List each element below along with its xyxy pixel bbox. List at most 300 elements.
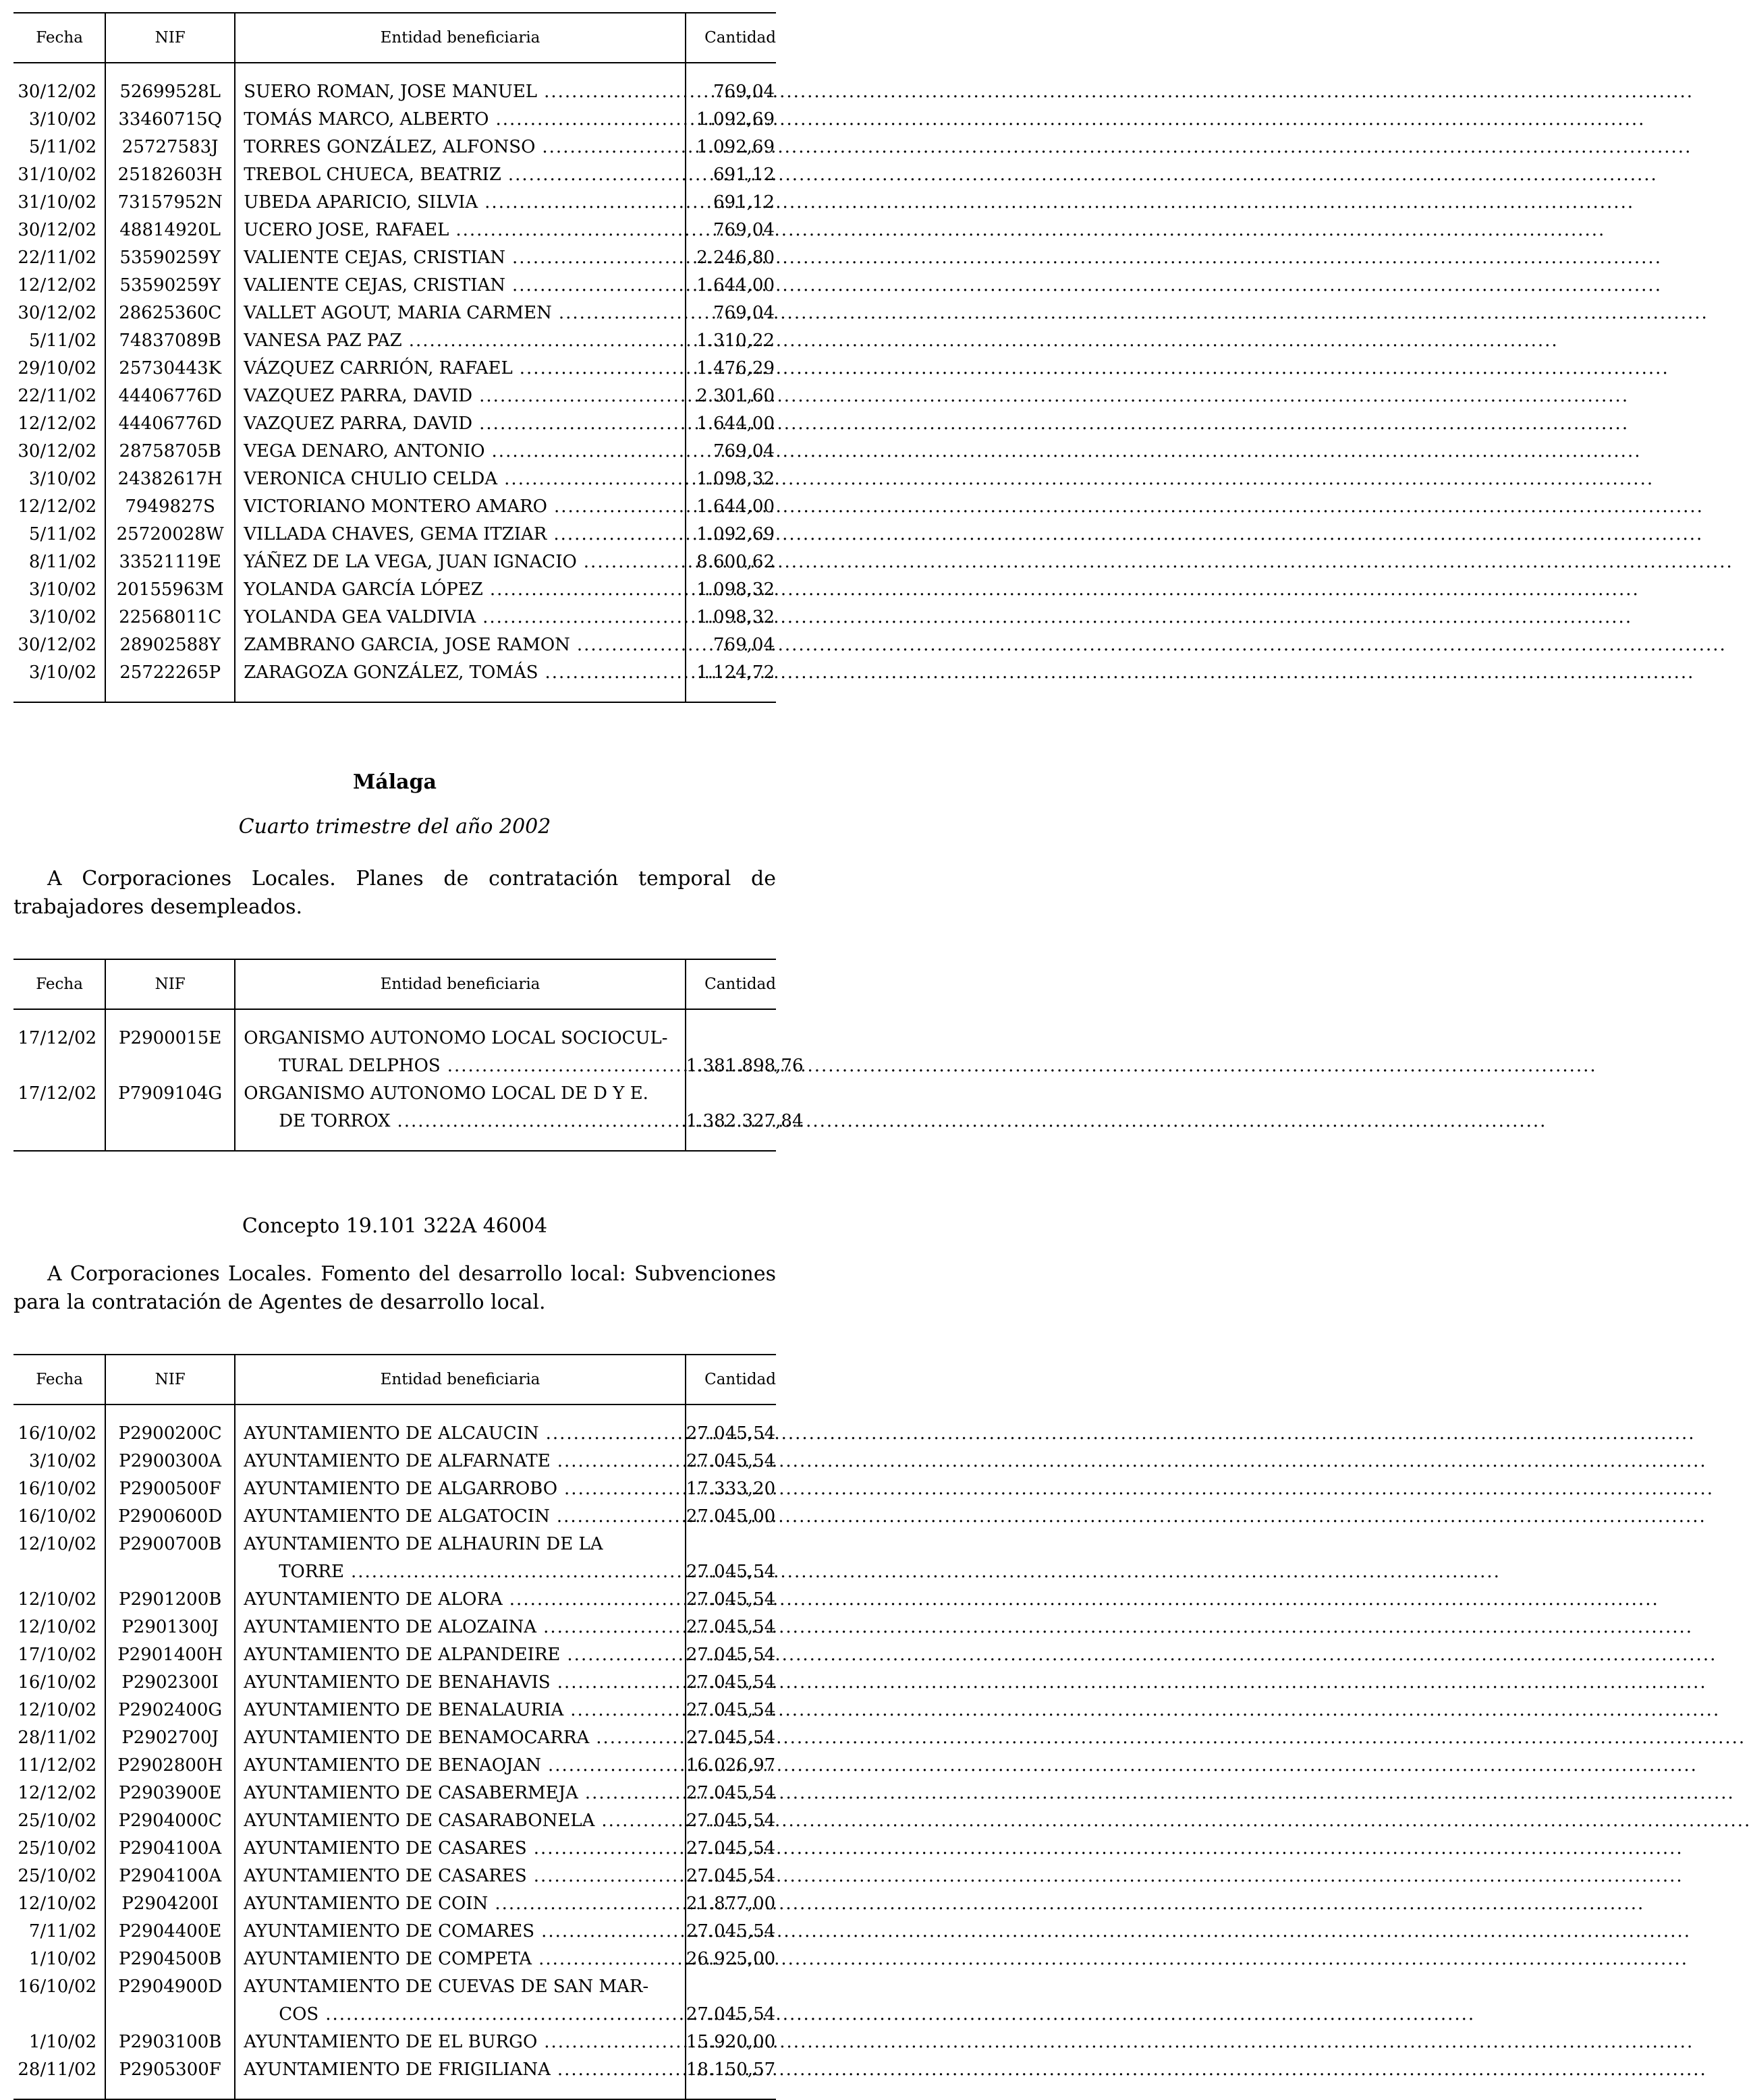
cell-fecha: 16/10/02 bbox=[18, 1977, 97, 1997]
entidad-line-2 bbox=[244, 2001, 677, 2028]
table-header bbox=[13, 959, 776, 1009]
entidad-line bbox=[244, 659, 677, 687]
entidad-wrapped bbox=[244, 1531, 677, 1586]
entidad-line-2-text: TURAL DELPHOS bbox=[279, 1056, 441, 1076]
cell-nif: 7949827S bbox=[105, 493, 235, 521]
header-nif: NIF bbox=[105, 13, 235, 63]
cell-entidad bbox=[235, 1448, 686, 1475]
cell-fecha: 8/11/02 bbox=[28, 552, 97, 572]
cell-entidad bbox=[235, 272, 686, 300]
entidad-text: AYUNTAMIENTO DE COMARES bbox=[244, 1921, 535, 1941]
entidad-text: AYUNTAMIENTO DE CASABERMEJA bbox=[244, 1783, 578, 1803]
dot-leader bbox=[397, 1108, 1547, 1135]
cell-cantidad: 27.045,54 bbox=[686, 1724, 776, 1752]
entidad-text: VERONICA CHULIO CELDA bbox=[244, 469, 498, 489]
entidad-text: AYUNTAMIENTO DE ALPANDEIRE bbox=[244, 1645, 561, 1665]
cell-cantidad: 27.045,54 bbox=[686, 1918, 776, 1946]
cell-fecha: 30/12/02 bbox=[18, 220, 97, 240]
cell-entidad bbox=[235, 1697, 686, 1724]
cell-entidad bbox=[235, 2028, 686, 2056]
cell-entidad bbox=[235, 1973, 686, 2028]
cell-nif: P2900200C bbox=[105, 1420, 235, 1448]
cell-cantidad: 27.045,54 bbox=[686, 1641, 776, 1669]
entidad-text: AYUNTAMIENTO DE COMPETA bbox=[244, 1949, 532, 1969]
cell-cantidad: 769,04 bbox=[686, 300, 776, 327]
cell-entidad bbox=[235, 244, 686, 272]
entidad-text: YOLANDA GARCÍA LÓPEZ bbox=[244, 579, 483, 600]
cell-cantidad: 27.045,54 bbox=[686, 1669, 776, 1697]
spacer-cell bbox=[105, 1009, 235, 1025]
table-row bbox=[13, 1669, 776, 1697]
spacer-cell bbox=[686, 63, 776, 78]
cell-nif: P2901300J bbox=[105, 1614, 235, 1641]
cell-cantidad: 27.045,00 bbox=[686, 1503, 776, 1531]
cell-fecha: 3/10/02 bbox=[28, 662, 97, 683]
entidad-line-1: AYUNTAMIENTO DE CUEVAS DE SAN MAR- bbox=[244, 1977, 649, 1997]
cell-fecha: 5/11/02 bbox=[28, 137, 97, 157]
table-row bbox=[13, 2056, 776, 2084]
entidad-text: AYUNTAMIENTO DE CASARABONELA bbox=[244, 1811, 595, 1831]
entidad-text: VALLET AGOUT, MARIA CARMEN bbox=[244, 303, 552, 323]
section-title-concepto: Concepto 19.101 322A 46004 bbox=[242, 1214, 548, 1238]
cell-cantidad: 1.644,00 bbox=[686, 272, 776, 300]
entidad-text: TREBOL CHUECA, BEATRIZ bbox=[244, 165, 501, 185]
entidad-line bbox=[244, 548, 677, 576]
entidad-line bbox=[244, 1752, 677, 1780]
cell-entidad bbox=[235, 1080, 686, 1135]
header-entidad: Entidad beneficiaria bbox=[235, 13, 686, 63]
cell-entidad bbox=[235, 1420, 686, 1448]
beneficiaries-table-3 bbox=[13, 1354, 776, 2100]
table-row bbox=[13, 1918, 776, 1946]
entidad-text: AYUNTAMIENTO DE FRIGILIANA bbox=[244, 2060, 551, 2080]
cell-nif: 33460715Q bbox=[105, 106, 235, 134]
cell-entidad bbox=[235, 1586, 686, 1614]
entidad-line bbox=[244, 1641, 677, 1669]
entidad-line bbox=[244, 244, 677, 272]
cell-fecha: 30/12/02 bbox=[18, 441, 97, 461]
cell-nif: P2903100B bbox=[105, 2028, 235, 2056]
cell-cantidad: 769,04 bbox=[686, 631, 776, 659]
entidad-line bbox=[244, 1503, 677, 1531]
table2-body bbox=[13, 1009, 804, 1151]
cell-entidad bbox=[235, 1724, 686, 1752]
header-cantidad: Cantidad bbox=[686, 13, 776, 63]
cell-fecha: 1/10/02 bbox=[28, 2032, 97, 2052]
spacer-row bbox=[13, 1404, 776, 1420]
entidad-line bbox=[244, 576, 677, 604]
cell-entidad bbox=[235, 631, 686, 659]
spacer-cell bbox=[686, 1404, 776, 1420]
spacer-cell bbox=[13, 1404, 105, 1420]
entidad-text: AYUNTAMIENTO DE ALCAUCIN bbox=[244, 1423, 539, 1444]
table-header bbox=[13, 1355, 776, 1404]
entidad-text: AYUNTAMIENTO DE ALOZAINA bbox=[244, 1617, 537, 1637]
cell-cantidad: 1.476,29 bbox=[686, 355, 776, 382]
table-row bbox=[13, 1531, 776, 1586]
spacer-cell bbox=[686, 1135, 776, 1151]
table-row bbox=[13, 1080, 776, 1135]
spacer-cell bbox=[235, 1135, 686, 1151]
cell-entidad bbox=[235, 1835, 686, 1863]
cell-fecha: 25/10/02 bbox=[18, 1838, 97, 1858]
cell-nif: 28758705B bbox=[105, 438, 235, 465]
cell-fecha: 16/10/02 bbox=[18, 1506, 97, 1527]
dot-leader bbox=[447, 1052, 1597, 1080]
cell-entidad bbox=[235, 548, 686, 576]
cell-cantidad: 27.045,54 bbox=[686, 1807, 776, 1835]
table-row bbox=[13, 1752, 776, 1780]
table-row bbox=[13, 1641, 776, 1669]
entidad-text: UCERO JOSE, RAFAEL bbox=[244, 220, 449, 240]
cell-fecha: 3/10/02 bbox=[28, 109, 97, 130]
spacer-cell bbox=[105, 687, 235, 702]
entidad-text: YOLANDA GEA VALDIVIA bbox=[244, 607, 476, 627]
beneficiaries-table-2 bbox=[13, 959, 804, 1152]
header-entidad: Entidad beneficiaria bbox=[235, 1355, 686, 1404]
cell-nif: P2904400E bbox=[105, 1918, 235, 1946]
entidad-wrapped bbox=[244, 1025, 677, 1080]
entidad-text: ZARAGOZA GONZÁLEZ, TOMÁS bbox=[244, 662, 538, 683]
entidad-text: AYUNTAMIENTO DE ALFARNATE bbox=[244, 1451, 551, 1471]
spacer-cell bbox=[105, 1135, 235, 1151]
cell-cantidad: 27.045,54 bbox=[686, 1780, 776, 1807]
dot-leader bbox=[455, 217, 1605, 244]
cell-cantidad: 1.098,32 bbox=[686, 604, 776, 631]
dot-leader bbox=[492, 438, 1642, 465]
entidad-line bbox=[244, 493, 677, 521]
cell-cantidad: 769,04 bbox=[686, 438, 776, 465]
entidad-line-2 bbox=[244, 1108, 677, 1135]
entidad-line bbox=[244, 1946, 677, 1973]
dot-leader bbox=[351, 1558, 1501, 1586]
cell-nif: P2900600D bbox=[105, 1503, 235, 1531]
beneficiaries-table-1 bbox=[13, 12, 776, 703]
entidad-line bbox=[244, 1863, 677, 1890]
cell-entidad bbox=[235, 410, 686, 438]
cell-cantidad: 2.301,60 bbox=[686, 382, 776, 410]
cell-entidad bbox=[235, 327, 686, 355]
entidad-text: TORRES GONZÁLEZ, ALFONSO bbox=[244, 137, 536, 157]
cell-fecha: 3/10/02 bbox=[28, 1451, 97, 1471]
entidad-line bbox=[244, 272, 677, 300]
cell-cantidad: 1.644,00 bbox=[686, 410, 776, 438]
dot-leader bbox=[508, 161, 1658, 189]
cell-cantidad: 27.045,54 bbox=[686, 1973, 776, 2028]
table-row bbox=[13, 189, 776, 217]
cell-entidad bbox=[235, 604, 686, 631]
entidad-line bbox=[244, 1918, 677, 1946]
cell-nif: P2904500B bbox=[105, 1946, 235, 1973]
cell-entidad bbox=[235, 438, 686, 465]
table-row bbox=[13, 1697, 776, 1724]
cell-cantidad: 1.092,69 bbox=[686, 521, 776, 548]
entidad-line bbox=[244, 410, 677, 438]
cell-nif: P2900700B bbox=[105, 1531, 235, 1586]
cell-fecha: 12/10/02 bbox=[18, 1534, 97, 1554]
cell-entidad bbox=[235, 2056, 686, 2084]
cell-cantidad: 1.124,72 bbox=[686, 659, 776, 687]
entidad-text: TOMÁS MARCO, ALBERTO bbox=[244, 109, 489, 130]
spacer-cell bbox=[235, 2084, 686, 2099]
cell-nif: 74837089B bbox=[105, 327, 235, 355]
cell-nif: P2904000C bbox=[105, 1807, 235, 1835]
section-paragraph-malaga: A Corporaciones Locales. Planes de contratación temporal de trabajadores desempleados. bbox=[13, 867, 776, 919]
table1-body bbox=[13, 63, 776, 702]
entidad-line bbox=[244, 134, 677, 161]
cell-fecha: 3/10/02 bbox=[28, 607, 97, 627]
cell-entidad bbox=[235, 78, 686, 106]
spacer-cell bbox=[686, 2084, 776, 2099]
entidad-text: VILLADA CHAVES, GEMA ITZIAR bbox=[244, 524, 547, 544]
spacer-cell bbox=[13, 1135, 105, 1151]
header-fecha: Fecha bbox=[13, 1355, 105, 1404]
cell-cantidad: 27.045,54 bbox=[686, 1420, 776, 1448]
cell-nif: P2900300A bbox=[105, 1448, 235, 1475]
table-row bbox=[13, 1503, 776, 1531]
cell-cantidad: 769,04 bbox=[686, 217, 776, 244]
dot-leader bbox=[484, 189, 1634, 217]
table-row bbox=[13, 327, 776, 355]
header-cantidad: Cantidad bbox=[686, 959, 776, 1009]
spacer-cell bbox=[105, 2084, 235, 2099]
spacer-cell bbox=[13, 2084, 105, 2099]
cell-nif: P2902800H bbox=[105, 1752, 235, 1780]
cell-entidad bbox=[235, 161, 686, 189]
cell-nif: 52699528L bbox=[105, 78, 235, 106]
cell-fecha: 29/10/02 bbox=[18, 358, 97, 378]
cell-cantidad: 691,12 bbox=[686, 161, 776, 189]
table-row bbox=[13, 300, 776, 327]
cell-fecha: 1/10/02 bbox=[28, 1949, 97, 1969]
entidad-line bbox=[244, 106, 677, 134]
cell-nif: P2905300F bbox=[105, 2056, 235, 2084]
cell-fecha: 22/11/02 bbox=[18, 386, 97, 406]
cell-nif: 24382617H bbox=[105, 465, 235, 493]
entidad-line bbox=[244, 1724, 677, 1752]
entidad-line-2 bbox=[244, 1558, 677, 1586]
cell-nif: P2904100A bbox=[105, 1863, 235, 1890]
table-row bbox=[13, 244, 776, 272]
table-row bbox=[13, 493, 776, 521]
cell-cantidad: 27.045,54 bbox=[686, 1586, 776, 1614]
cell-cantidad: 1.382.327,84 bbox=[686, 1080, 776, 1135]
cell-entidad bbox=[235, 521, 686, 548]
cell-nif: 28625360C bbox=[105, 300, 235, 327]
entidad-line bbox=[244, 217, 677, 244]
table-row bbox=[13, 1807, 776, 1835]
cell-fecha: 16/10/02 bbox=[18, 1672, 97, 1693]
entidad-line bbox=[244, 521, 677, 548]
header-fecha: Fecha bbox=[13, 13, 105, 63]
entidad-line bbox=[244, 465, 677, 493]
entidad-line bbox=[244, 1669, 677, 1697]
cell-cantidad: 18.150,57 bbox=[686, 2056, 776, 2084]
cell-nif: 33521119E bbox=[105, 548, 235, 576]
cell-nif: P2902300I bbox=[105, 1669, 235, 1697]
header-fecha: Fecha bbox=[13, 959, 105, 1009]
cell-nif: P2904200I bbox=[105, 1890, 235, 1918]
dot-leader bbox=[479, 410, 1629, 438]
cell-cantidad: 27.045,54 bbox=[686, 1614, 776, 1641]
table-row bbox=[13, 659, 776, 687]
entidad-text: AYUNTAMIENTO DE ALGARROBO bbox=[244, 1479, 558, 1499]
dot-leader bbox=[495, 106, 1645, 134]
table-row bbox=[13, 2028, 776, 2056]
cell-fecha: 25/10/02 bbox=[18, 1866, 97, 1886]
cell-entidad bbox=[235, 1641, 686, 1669]
cell-cantidad: 17.333,20 bbox=[686, 1475, 776, 1503]
cell-fecha: 5/11/02 bbox=[28, 524, 97, 544]
table-row bbox=[13, 1420, 776, 1448]
cell-nif: 53590259Y bbox=[105, 272, 235, 300]
cell-entidad bbox=[235, 1863, 686, 1890]
table-row bbox=[13, 1946, 776, 1973]
entidad-line bbox=[244, 1614, 677, 1641]
cell-fecha: 12/10/02 bbox=[18, 1617, 97, 1637]
cell-nif: 73157952N bbox=[105, 189, 235, 217]
cell-entidad bbox=[235, 493, 686, 521]
cell-nif: 28902588Y bbox=[105, 631, 235, 659]
cell-nif: 25720028W bbox=[105, 521, 235, 548]
cell-fecha: 12/12/02 bbox=[18, 496, 97, 517]
cell-fecha: 16/10/02 bbox=[18, 1479, 97, 1499]
table-row bbox=[13, 1973, 776, 2028]
cell-cantidad: 1.098,32 bbox=[686, 576, 776, 604]
cell-nif: 25182603H bbox=[105, 161, 235, 189]
cell-nif: 20155963M bbox=[105, 576, 235, 604]
cell-cantidad: 1.098,32 bbox=[686, 465, 776, 493]
entidad-text: YÁÑEZ DE LA VEGA, JUAN IGNACIO bbox=[244, 552, 577, 572]
entidad-line bbox=[244, 604, 677, 631]
dot-leader bbox=[512, 244, 1662, 272]
cell-nif: P2904900D bbox=[105, 1973, 235, 2028]
table-row bbox=[13, 1780, 776, 1807]
cell-entidad bbox=[235, 1669, 686, 1697]
cell-nif: P2902400G bbox=[105, 1697, 235, 1724]
spacer-row bbox=[13, 2084, 776, 2099]
entidad-line bbox=[244, 1697, 677, 1724]
table-row bbox=[13, 1614, 776, 1641]
entidad-line bbox=[244, 78, 677, 106]
cell-entidad bbox=[235, 189, 686, 217]
cell-fecha: 3/10/02 bbox=[28, 469, 97, 489]
entidad-text: UBEDA APARICIO, SILVIA bbox=[244, 192, 478, 212]
entidad-wrapped bbox=[244, 1973, 677, 2028]
cell-entidad bbox=[235, 106, 686, 134]
cell-entidad bbox=[235, 1475, 686, 1503]
entidad-line bbox=[244, 2056, 677, 2084]
spacer-cell bbox=[235, 63, 686, 78]
cell-nif: P2900015E bbox=[105, 1025, 235, 1080]
cell-cantidad: 1.644,00 bbox=[686, 493, 776, 521]
cell-entidad bbox=[235, 1807, 686, 1835]
cell-entidad bbox=[235, 1946, 686, 1973]
cell-nif: P2901200B bbox=[105, 1586, 235, 1614]
entidad-text: VANESA PAZ PAZ bbox=[244, 331, 402, 351]
cell-cantidad: 27.045,54 bbox=[686, 1697, 776, 1724]
header-nif: NIF bbox=[105, 959, 235, 1009]
entidad-line-2-text: DE TORROX bbox=[279, 1111, 391, 1131]
spacer-cell bbox=[13, 687, 105, 702]
spacer-cell bbox=[235, 1404, 686, 1420]
entidad-line bbox=[244, 327, 677, 355]
table-row bbox=[13, 355, 776, 382]
cell-entidad bbox=[235, 382, 686, 410]
entidad-text: AYUNTAMIENTO DE COIN bbox=[244, 1894, 489, 1914]
table-row bbox=[13, 217, 776, 244]
dot-leader bbox=[490, 576, 1640, 604]
table-row bbox=[13, 1890, 776, 1918]
cell-entidad bbox=[235, 576, 686, 604]
cell-fecha: 30/12/02 bbox=[18, 635, 97, 655]
entidad-line bbox=[244, 355, 677, 382]
cell-fecha: 31/10/02 bbox=[18, 165, 97, 185]
spacer-row bbox=[13, 1009, 776, 1025]
cell-nif: 48814920L bbox=[105, 217, 235, 244]
dot-leader bbox=[325, 2001, 1475, 2028]
cell-fecha: 17/12/02 bbox=[18, 1028, 97, 1048]
entidad-wrapped bbox=[244, 1080, 677, 1135]
dot-leader bbox=[479, 382, 1629, 410]
cell-entidad bbox=[235, 355, 686, 382]
cell-entidad bbox=[235, 1780, 686, 1807]
header-entidad: Entidad beneficiaria bbox=[235, 959, 686, 1009]
entidad-text: ZAMBRANO GARCIA, JOSE RAMON bbox=[244, 635, 570, 655]
entidad-line bbox=[244, 631, 677, 659]
cell-cantidad: 769,04 bbox=[686, 78, 776, 106]
dot-leader bbox=[504, 465, 1654, 493]
spacer-row bbox=[13, 1135, 776, 1151]
entidad-line bbox=[244, 300, 677, 327]
cell-entidad bbox=[235, 659, 686, 687]
cell-nif: 44406776D bbox=[105, 382, 235, 410]
table-row bbox=[13, 1724, 776, 1752]
cell-nif: P2901400H bbox=[105, 1641, 235, 1669]
entidad-text: VALIENTE CEJAS, CRISTIAN bbox=[244, 275, 506, 295]
entidad-text: VAZQUEZ PARRA, DAVID bbox=[244, 414, 473, 434]
spacer-cell bbox=[686, 687, 776, 702]
cell-fecha: 12/10/02 bbox=[18, 1894, 97, 1914]
section-title-malaga: Málaga bbox=[353, 770, 437, 794]
cell-cantidad: 8.600,62 bbox=[686, 548, 776, 576]
spacer-cell bbox=[235, 687, 686, 702]
table-row bbox=[13, 161, 776, 189]
dot-leader bbox=[495, 1890, 1644, 1918]
cell-nif: 44406776D bbox=[105, 410, 235, 438]
section-subtitle: Cuarto trimestre del año 2002 bbox=[238, 815, 551, 839]
entidad-line bbox=[244, 1835, 677, 1863]
cell-fecha: 31/10/02 bbox=[18, 192, 97, 212]
dot-leader bbox=[509, 1586, 1659, 1614]
cell-fecha: 12/10/02 bbox=[18, 1700, 97, 1720]
cell-fecha: 30/12/02 bbox=[18, 82, 97, 102]
entidad-text: AYUNTAMIENTO DE CASARES bbox=[244, 1838, 527, 1858]
cell-fecha: 3/10/02 bbox=[28, 579, 97, 600]
cell-fecha: 17/12/02 bbox=[18, 1083, 97, 1104]
spacer-row bbox=[13, 63, 776, 78]
cell-cantidad: 26.925,00 bbox=[686, 1946, 776, 1973]
cell-cantidad: 27.045,54 bbox=[686, 1863, 776, 1890]
cell-fecha: 16/10/02 bbox=[18, 1423, 97, 1444]
cell-cantidad: 691,12 bbox=[686, 189, 776, 217]
table-header bbox=[13, 13, 776, 63]
spacer-cell bbox=[13, 63, 105, 78]
entidad-line-2-text: COS bbox=[279, 2004, 319, 2024]
entidad-text: VÁZQUEZ CARRIÓN, RAFAEL bbox=[244, 358, 513, 378]
cell-nif: P2900500F bbox=[105, 1475, 235, 1503]
table-row bbox=[13, 604, 776, 631]
